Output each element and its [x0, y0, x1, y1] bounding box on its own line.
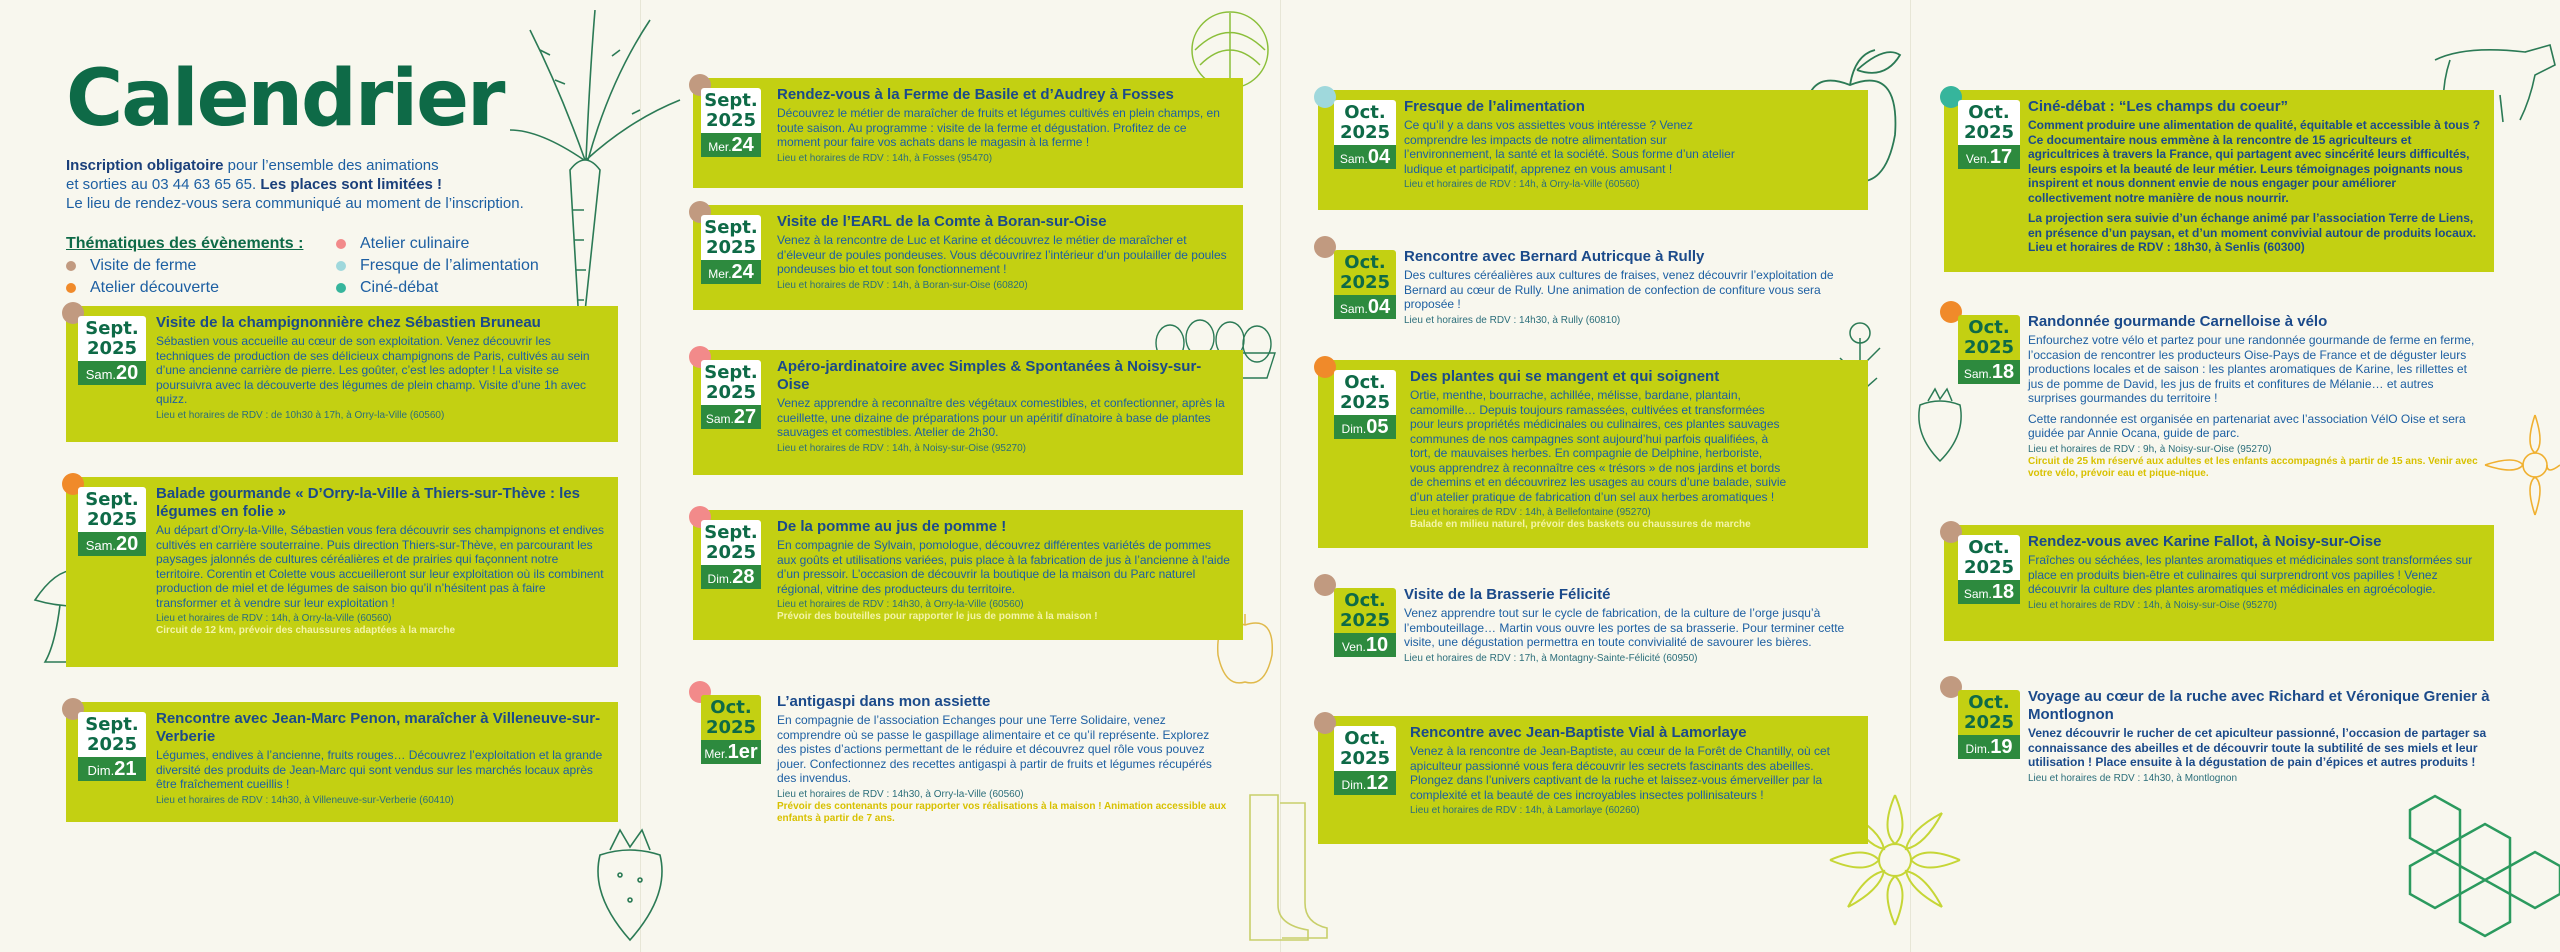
date-month-year: Sept. 2025 [701, 215, 761, 260]
date-badge [1334, 100, 1396, 169]
event-text: Fraîches ou séchées, les plantes aromatiques et médicinales sont transformées sur place en produits bien-être et culinaires qui surprendront vos papilles ! Venez découvrir la culture des plantes aromatiques et médicinales en agroécologie. [2028, 553, 2473, 596]
theme-item [66, 257, 336, 275]
event-text: Découvrez le métier de maraîcher de fruits et légumes cultivés en plein champs, en toute saison. Au programme : visite de la ferme et dégustation. Profitez de ce moment pour faire vos achats dans le magasin à la ferme ! [777, 106, 1220, 149]
event-title: De la pomme au jus de pomme ! [777, 518, 1007, 535]
date-day: Ven.17 [1958, 145, 2020, 169]
theme-dot [336, 261, 346, 271]
event-rdv: Lieu et horaires de RDV : 14h, à Fosses (95470) [777, 152, 993, 164]
date-day: Sam.18 [1958, 360, 2020, 384]
event-text: Enfourchez votre vélo et partez pour une randonnée gourmande de ferme en ferme, l’occasion de rencontrer les producteurs Oise-Pays de France et de déguster leurs productions locales et de saison : les plantes aromatiques de Karine, les rillettes et jus de pomme de David, les jus de fruits et confitures de Mélanie… et autres surprises gourmandes du territoire ! [2028, 333, 2475, 405]
event-card [693, 685, 1243, 835]
theme-dot [336, 283, 346, 293]
event-note: Circuit de 25 km réservé aux adultes et les enfants accompagnés à partir de 15 ans. Venir avec votre vélo, prévoir eau et pique-nique. [2028, 455, 2478, 479]
date-badge [701, 360, 761, 429]
event-card [1944, 305, 2494, 495]
event-card [693, 78, 1243, 188]
event-title: Balade gourmande « D’Orry-la-Ville à Thiers-sur-Thève : les légumes en folie » [156, 485, 581, 520]
intro-bold-1: Inscription obligatoire [66, 157, 224, 174]
event-rdv: Lieu et horaires de RDV : 14h30, à Orry-la-Ville (60560) [777, 599, 1024, 610]
event-text: Venez apprendre tout sur le cycle de fabrication, de la culture de l’orge jusqu’à l’embouteillage… Martin vous ouvre les portes de sa brasserie. Pour terminer cette visite, une dégustation permettra en toute convivialité de savourer les bières. [1404, 606, 1845, 649]
date-badge [1958, 690, 2020, 759]
event-text: En compagnie de Sylvain, pomologue, découvrez différentes variétés de pommes aux goûts et utilisations variées, puis place à la fabrication de jus à l’ancienne à l’aide d’un pressoir. L’occasion de découvrir la boutique de la maison du Parc naturel régional, vitrine des producteurs du territoire. [777, 538, 1230, 596]
event-title: Voyage au cœur de la ruche avec Richard et Véronique Grenier à Montlognon [2028, 688, 2490, 723]
event-rdv: Lieu et horaires de RDV : de 10h30 à 17h, à Orry-la-Ville (60560) [156, 409, 445, 421]
date-badge [78, 316, 146, 385]
date-day: Sam.20 [78, 532, 146, 556]
theme-label: Atelier découverte [90, 279, 219, 296]
event-rdv: Lieu et horaires de RDV : 14h30, à Montlognon [2028, 772, 2238, 784]
event-title: Visite de la Brasserie Félicité [1404, 586, 1611, 603]
date-badge [701, 215, 761, 284]
date-day: Sam.18 [1958, 580, 2020, 604]
event-card [66, 306, 618, 442]
event-rdv: Lieu et horaires de RDV : 14h, à Bellefontaine (95270) [1410, 507, 1651, 518]
date-month-year: Oct. 2025 [1334, 370, 1396, 415]
event-rdv: Lieu et horaires de RDV : 14h, à Orry-la-Ville (60560) [156, 613, 392, 624]
event-card [66, 477, 618, 667]
date-day: Sam.04 [1334, 295, 1396, 319]
date-month-year: Sept. 2025 [701, 520, 761, 565]
date-badge [1334, 370, 1396, 439]
event-text: Sébastien vous accueille au cœur de son exploitation. Venez découvrir les techniques de production de ses délicieux champignons de Paris, cultivés au sein d’une ancienne carrière de pierre. Les goûter, c’est les adopter ! La visite se poursuivra avec la découverte des légumes de plein champ. Visite d’une 1h avec quizz. [156, 334, 590, 406]
theme-label: Ciné-débat [360, 279, 439, 296]
intro-bold-2: Les places sont limitées ! [260, 176, 443, 193]
strawberry-illustration [580, 825, 680, 945]
event-card [693, 205, 1243, 310]
event-text-2: La projection sera suivie d’un échange animé par l’association Terre de Liens, en présence d’un paysan, et d’un moment convivial autour de produits locaux. Lieu et horaires de RDV : 18h30, à Senlis (60300) [2028, 211, 2477, 254]
event-rdv: Lieu et horaires de RDV : 9h, à Noisy-sur-Oise (95270) [2028, 443, 2272, 455]
event-title: Rencontre avec Jean-Marc Penon, maraîcher à Villeneuve-sur-Verberie [156, 710, 601, 745]
event-text-2: Cette randonnée est organisée en partenariat avec l’association VélO Oise et sera guidée par Annie Ocana, guide de parc. [2028, 411, 2466, 440]
theme-dot [66, 261, 76, 271]
date-month-year: Oct. 2025 [1958, 690, 2020, 735]
event-card [1318, 578, 1868, 688]
intro-line-3: Le lieu de rendez-vous sera communiqué au moment de l’inscription. [66, 195, 524, 212]
intro-line-1: pour l’ensemble des animations [223, 157, 439, 174]
date-day: Mer.1er [701, 740, 761, 764]
event-title: Ciné-débat : “Les champs du coeur” [2028, 98, 2289, 115]
date-day: Sam.04 [1334, 145, 1396, 169]
event-card [1318, 240, 1868, 340]
event-card [66, 702, 618, 822]
theme-dot [1314, 356, 1336, 378]
event-title: Rendez-vous avec Karine Fallot, à Noisy-sur-Oise [2028, 533, 2382, 550]
date-month-year: Oct. 2025 [1958, 100, 2020, 145]
event-title: Rencontre avec Jean-Baptiste Vial à Lamorlaye [1410, 724, 1747, 741]
event-text: Au départ d’Orry-la-Ville, Sébastien vous fera découvrir ses champignons et endives cultivés en carrière souterraine. Puis direction Thiers-sur-Thève, en parcourant les paysages jalonnés de cultures céréalières et de prairies qui façonnent notre territoire. Corentin et Colette vous accueilleront sur leur exploitation où ils combinent production de miel et de légumes de saison bio qu’il n’hésitent pas à faire transformer et à vendre sur leur exploitation ! [156, 523, 605, 610]
event-text: Ce qu’il y a dans vos assiettes vous intéresse ? Venez comprendre les impacts de notre alimentation sur l’environnement, la santé et la société. Sous forme d’un atelier ludique et participatif, apprenez en vous amusant ! [1404, 118, 1735, 176]
event-title: Rendez-vous à la Ferme de Basile et d’Audrey à Fosses [777, 86, 1174, 103]
event-card [693, 510, 1243, 640]
event-rdv: Lieu et horaires de RDV : 14h30, à Rully (60810) [1404, 314, 1621, 326]
date-month-year: Oct. 2025 [1334, 726, 1396, 771]
event-rdv: Lieu et horaires de RDV : 17h, à Montagny-Sainte-Félicité (60950) [1404, 652, 1698, 664]
event-rdv: Lieu et horaires de RDV : 14h, à Noisy-sur-Oise (95270) [2028, 599, 2278, 611]
event-card [693, 350, 1243, 475]
date-day: Dim.28 [701, 565, 761, 589]
date-month-year: Oct. 2025 [701, 695, 761, 740]
date-badge [701, 520, 761, 589]
boots-illustration [1240, 785, 1330, 945]
date-badge [1958, 535, 2020, 604]
theme-item [336, 235, 596, 253]
date-badge [701, 695, 761, 764]
event-card [1944, 680, 2490, 790]
date-month-year: Sept. 2025 [78, 316, 146, 361]
theme-item [336, 257, 596, 275]
date-day: Dim.12 [1334, 771, 1396, 795]
theme-dot [1314, 574, 1336, 596]
date-badge [78, 487, 146, 556]
date-day: Sam.20 [78, 361, 146, 385]
date-day: Dim.05 [1334, 415, 1396, 439]
event-text: Venez apprendre à reconnaître des végétaux comestibles, et confectionner, après la cueillette, une dizaine de préparations pour un apéritif dînatoire à base de plantes sauvages et comestibles. Atelier de 2h30. [777, 396, 1225, 439]
theme-dot [1314, 712, 1336, 734]
event-title: Randonnée gourmande Carnelloise à vélo [2028, 313, 2328, 330]
theme-label: Fresque de l’alimentation [360, 257, 539, 274]
date-month-year: Oct. 2025 [1958, 535, 2020, 580]
theme-dot [1314, 236, 1336, 258]
theme-dot [1314, 86, 1336, 108]
date-day: Dim.21 [78, 757, 146, 781]
event-text: Venez à la rencontre de Luc et Karine et découvrez le métier de maraîcher et d’éleveur de poules pondeuses. Vous découvrirez l’intérieur d’un poulailler de poules pondeuses bio et tout son fonctionnement ! [777, 233, 1227, 276]
event-text: Venez à la rencontre de Jean-Baptiste, au cœur de la Forêt de Chantilly, où cet apiculteur passionné vous fera découvrir les secrets fascinants des abeilles. Plongez dans l’univers captivant de la ruche et laissez-vous émerveiller par la complexité et la beauté de ces incroyables insectes pollinisateurs ! [1410, 744, 1831, 802]
event-note: Circuit de 12 km, prévoir des chaussures adaptées à la marche [156, 625, 456, 636]
event-rdv: Lieu et horaires de RDV : 14h, à Boran-sur-Oise (60820) [777, 279, 1028, 291]
event-title: L’antigaspi dans mon assiette [777, 693, 991, 710]
date-badge [1958, 100, 2020, 169]
date-month-year: Oct. 2025 [1334, 250, 1396, 295]
event-title: Des plantes qui se mangent et qui soignent [1410, 368, 1720, 385]
event-card [1318, 90, 1868, 210]
event-rdv: Lieu et horaires de RDV : 14h30, à Villeneuve-sur-Verberie (60410) [156, 794, 454, 806]
date-day: Ven.10 [1334, 633, 1396, 657]
date-badge [78, 712, 146, 781]
honeycomb-illustration [2370, 790, 2560, 952]
event-note: Prévoir des contenants pour rapporter vos réalisations à la maison ! Animation accessible aux enfants à partir de 7 ans. [777, 800, 1227, 824]
theme-dot [336, 239, 346, 249]
intro-line-2: et sorties au 03 44 63 65 65. [66, 176, 261, 193]
date-day: Mer.24 [701, 260, 761, 284]
event-rdv: Lieu et horaires de RDV : 14h, à Lamorlaye (60260) [1410, 805, 1640, 816]
event-title: Fresque de l’alimentation [1404, 98, 1585, 115]
event-text: Venez découvrir le rucher de cet apiculteur passionné, l’occasion de partager sa connaissance des abeilles et de découvrir toute la subtilité de ses miels et leur utilisation ! Place ensuite à la dégustation de pain d’épices et autres produits ! [2028, 726, 2487, 769]
event-title: Visite de la champignonnière chez Sébastien Bruneau [156, 314, 541, 331]
page-title: Calendrier [66, 54, 504, 144]
date-badge [1334, 726, 1396, 795]
date-month-year: Oct. 2025 [1334, 588, 1396, 633]
date-month-year: Sept. 2025 [78, 712, 146, 757]
date-badge [701, 88, 761, 157]
themes-title: Thématiques des évènements : [66, 235, 304, 252]
date-badge [1958, 315, 2020, 384]
event-text: En compagnie de l’association Echanges pour une Terre Solidaire, venez comprendre où se passe le gaspillage alimentaire et ce qu’il représente. Explorez des pistes d’actions permettant de le réduire et découvrez quel rôle vous pouvez jouer. Confectionnez des recettes antigaspi à partir de fruits et légumes récupérés des invendus. [777, 713, 1212, 785]
date-month-year: Oct. 2025 [1958, 315, 2020, 360]
date-day: Dim.19 [1958, 735, 2020, 759]
event-title: Apéro-jardinatoire avec Simples & Spontanées à Noisy-sur-Oise [777, 358, 1202, 393]
theme-label: Atelier culinaire [360, 235, 470, 252]
date-badge [1334, 588, 1396, 657]
theme-label: Visite de ferme [90, 257, 197, 274]
event-card [1318, 716, 1868, 844]
event-card [1944, 90, 2494, 272]
date-badge [1334, 250, 1396, 319]
themes-legend [66, 235, 626, 297]
event-rdv: Lieu et horaires de RDV : 14h30, à Orry-la-Ville (60560) [777, 788, 1024, 800]
event-title: Visite de l’EARL de la Comte à Boran-sur-Oise [777, 213, 1107, 230]
date-month-year: Oct. 2025 [1334, 100, 1396, 145]
event-title: Rencontre avec Bernard Autricque à Rully [1404, 248, 1705, 265]
event-text: Ortie, menthe, bourrache, achillée, mélisse, bardane, plantain, camomille… Depuis toujours ramassées, cultivées et transformées pour leurs propriétés médicinales ou culinaires, ces plantes sauvages communes de nos campagnes sont aujourd’hui parfois qualifiées, à tort, de mauvaises herbes. En compagnie de Delphine, herboriste, vous apprendrez à reconnaître ces « trésors » de nos jardins et bords de chemins et en découvrirez les usages au cours d’une balade, suivie d’un atelier pratique de fabrication d’un sel aux herbes aromatiques ! [1410, 388, 1787, 504]
event-text: Des cultures céréalières aux cultures de fraises, venez découvrir l’exploitation de Bernard au cœur de Rully. Une animation de confection de confiture vous sera proposée ! [1404, 268, 1834, 311]
event-text: Comment produire une alimentation de qualité, équitable et accessible à tous ? Ce documentaire nous emmène à la rencontre de 15 agriculteurs et agricultrices à travers la France, qui partagent avec sincérité leurs difficultés, leurs espoirs et la beauté de leur métier. Leurs témoignages poignants nous inspirent et nous donnent envie de nous engager pour améliorer collectivement notre manière de nous nourrir. [2028, 118, 2481, 205]
theme-dot [66, 283, 76, 293]
event-text: Légumes, endives à l’ancienne, fruits rouges… Découvrez l’exploitation et la grande diversité des produits de Jean-Marc qui sont vendus sur les marchés locaux après être fraîchement cueillis ! [156, 748, 603, 791]
event-card [1944, 525, 2494, 641]
intro-text [66, 156, 626, 213]
event-note: Prévoir des bouteilles pour rapporter le jus de pomme à la maison ! [777, 611, 1098, 622]
event-card [1318, 360, 1868, 548]
event-rdv: Lieu et horaires de RDV : 14h, à Orry-la-Ville (60560) [1404, 179, 1640, 190]
date-day: Sam.27 [701, 405, 761, 429]
date-month-year: Sept. 2025 [78, 487, 146, 532]
date-day: Mer.24 [701, 133, 761, 157]
theme-item [66, 279, 336, 297]
date-month-year: Sept. 2025 [701, 360, 761, 405]
date-month-year: Sept. 2025 [701, 88, 761, 133]
theme-item [336, 279, 596, 297]
event-note: Balade en milieu naturel, prévoir des baskets ou chaussures de marche [1410, 519, 1751, 530]
event-rdv: Lieu et horaires de RDV : 14h, à Noisy-sur-Oise (95270) [777, 442, 1027, 454]
header [66, 54, 626, 297]
